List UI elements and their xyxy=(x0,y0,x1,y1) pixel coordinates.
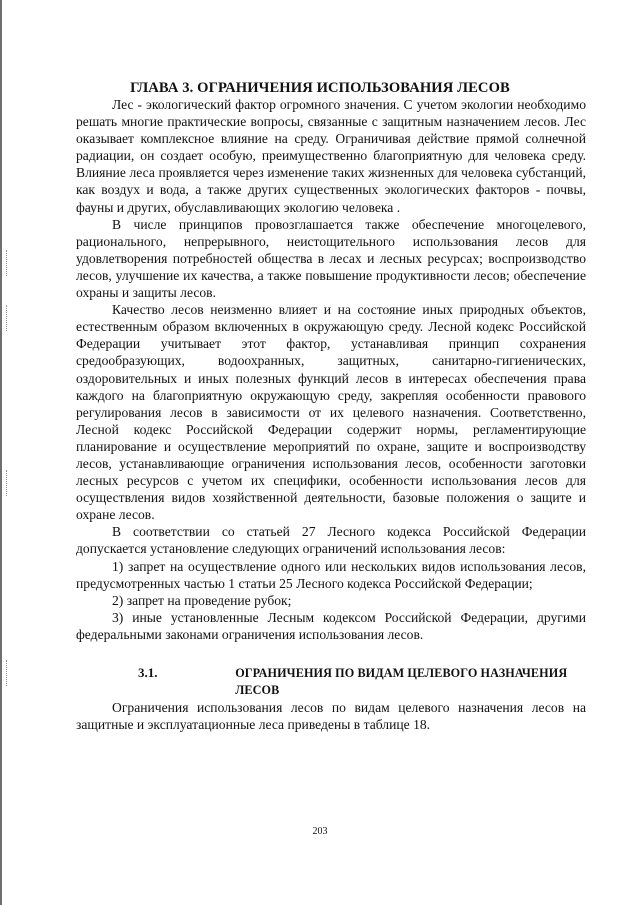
page-left-edge xyxy=(0,0,2,905)
chapter-heading: ГЛАВА 3. ОГРАНИЧЕНИЯ ИСПОЛЬЗОВАНИЯ ЛЕСОВ xyxy=(130,80,510,96)
section-number: 3.1. xyxy=(138,665,158,680)
document-body xyxy=(76,96,586,733)
paragraph: Лес - экологический фактор огромного значения. С учетом экологии необходимо решать многие практические вопросы, связанные с защитным назначением лесов. Лес оказывает комплексное влияние на среду. Ограничивая действие прямой солнечной радиации, он создает особую, преимущественно благоприятную для человека среду. Влияние леса проявляется через изменение таких жизненных для человека субстанций, как воздух и вода, а также других существенных экологических факторов - почвы, фауны и других, обуславливающих экологию человека . xyxy=(76,97,586,215)
paragraph: В числе принципов провозглашается также обеспечение многоцелевого, рационального, непрерывного, неистощительного использования лесов для удовлетворения потребностей общества в лесах и лесных ресурсах; воспроизводство лесов, улучшение их качества, а также повышение продуктивности лесов; обеспечение охраны и защиты лесов. xyxy=(76,216,586,301)
paragraph: Качество лесов неизменно влияет и на состояние иных природных объектов, естественным образом включенных в окружающую среду. Лесной кодекс Российской Федерации учитывает этот фактор, устанавливая принцип сохранения средообразующих, водоохранных, защитных, санитарно-гигиенических, оздоровительных и иных полезных функций лесов в интересах обеспечения права каждого на благоприятную окружающую среду, закрепляя особенности правового регулирования лесов в зависимости от их целевого назначения. Соответственно, Лесной кодекс Российской Федерации содержит нормы, регламентирующие планирование и осуществление мероприятий по охране, защите и воспроизводству лесов, устанавливающие ограничения использования лесов, особенности заготовки лесных ресурсов с учетом их специфики, особенности использования лесов для осуществления видов хозяйственной деятельности, базовые положения о защите и охране лесов. xyxy=(76,302,586,523)
list-item: 2) запрет на проведение рубок; xyxy=(112,592,292,608)
margin-mark xyxy=(6,470,8,496)
list-item: 1) запрет на осуществление одного или нескольких видов использования лесов, предусмотренных частью 1 статьи 25 Лесного кодекса Российской Федерации; xyxy=(76,558,586,591)
paragraph: В соответствии со статьей 27 Лесного кодекса Российской Федерации допускается установление следующих ограничений использования лесов: xyxy=(76,524,586,557)
page-number: 203 xyxy=(312,826,328,837)
margin-mark xyxy=(6,305,8,331)
section-heading xyxy=(76,664,586,699)
list-item: 3) иные установленные Лесным кодексом Российской Федерации, другими федеральными законами ограничения использования лесов. xyxy=(76,609,586,642)
paragraph: Ограничения использования лесов по видам целевого назначения лесов на защитные и эксплуатационные леса приведены в таблице 18. xyxy=(76,700,586,733)
margin-mark xyxy=(6,660,8,686)
margin-mark xyxy=(6,250,8,276)
section-title: ОГРАНИЧЕНИЯ ПО ВИДАМ ЦЕЛЕВОГО НАЗНАЧЕНИЯ ЛЕСОВ xyxy=(235,666,568,698)
